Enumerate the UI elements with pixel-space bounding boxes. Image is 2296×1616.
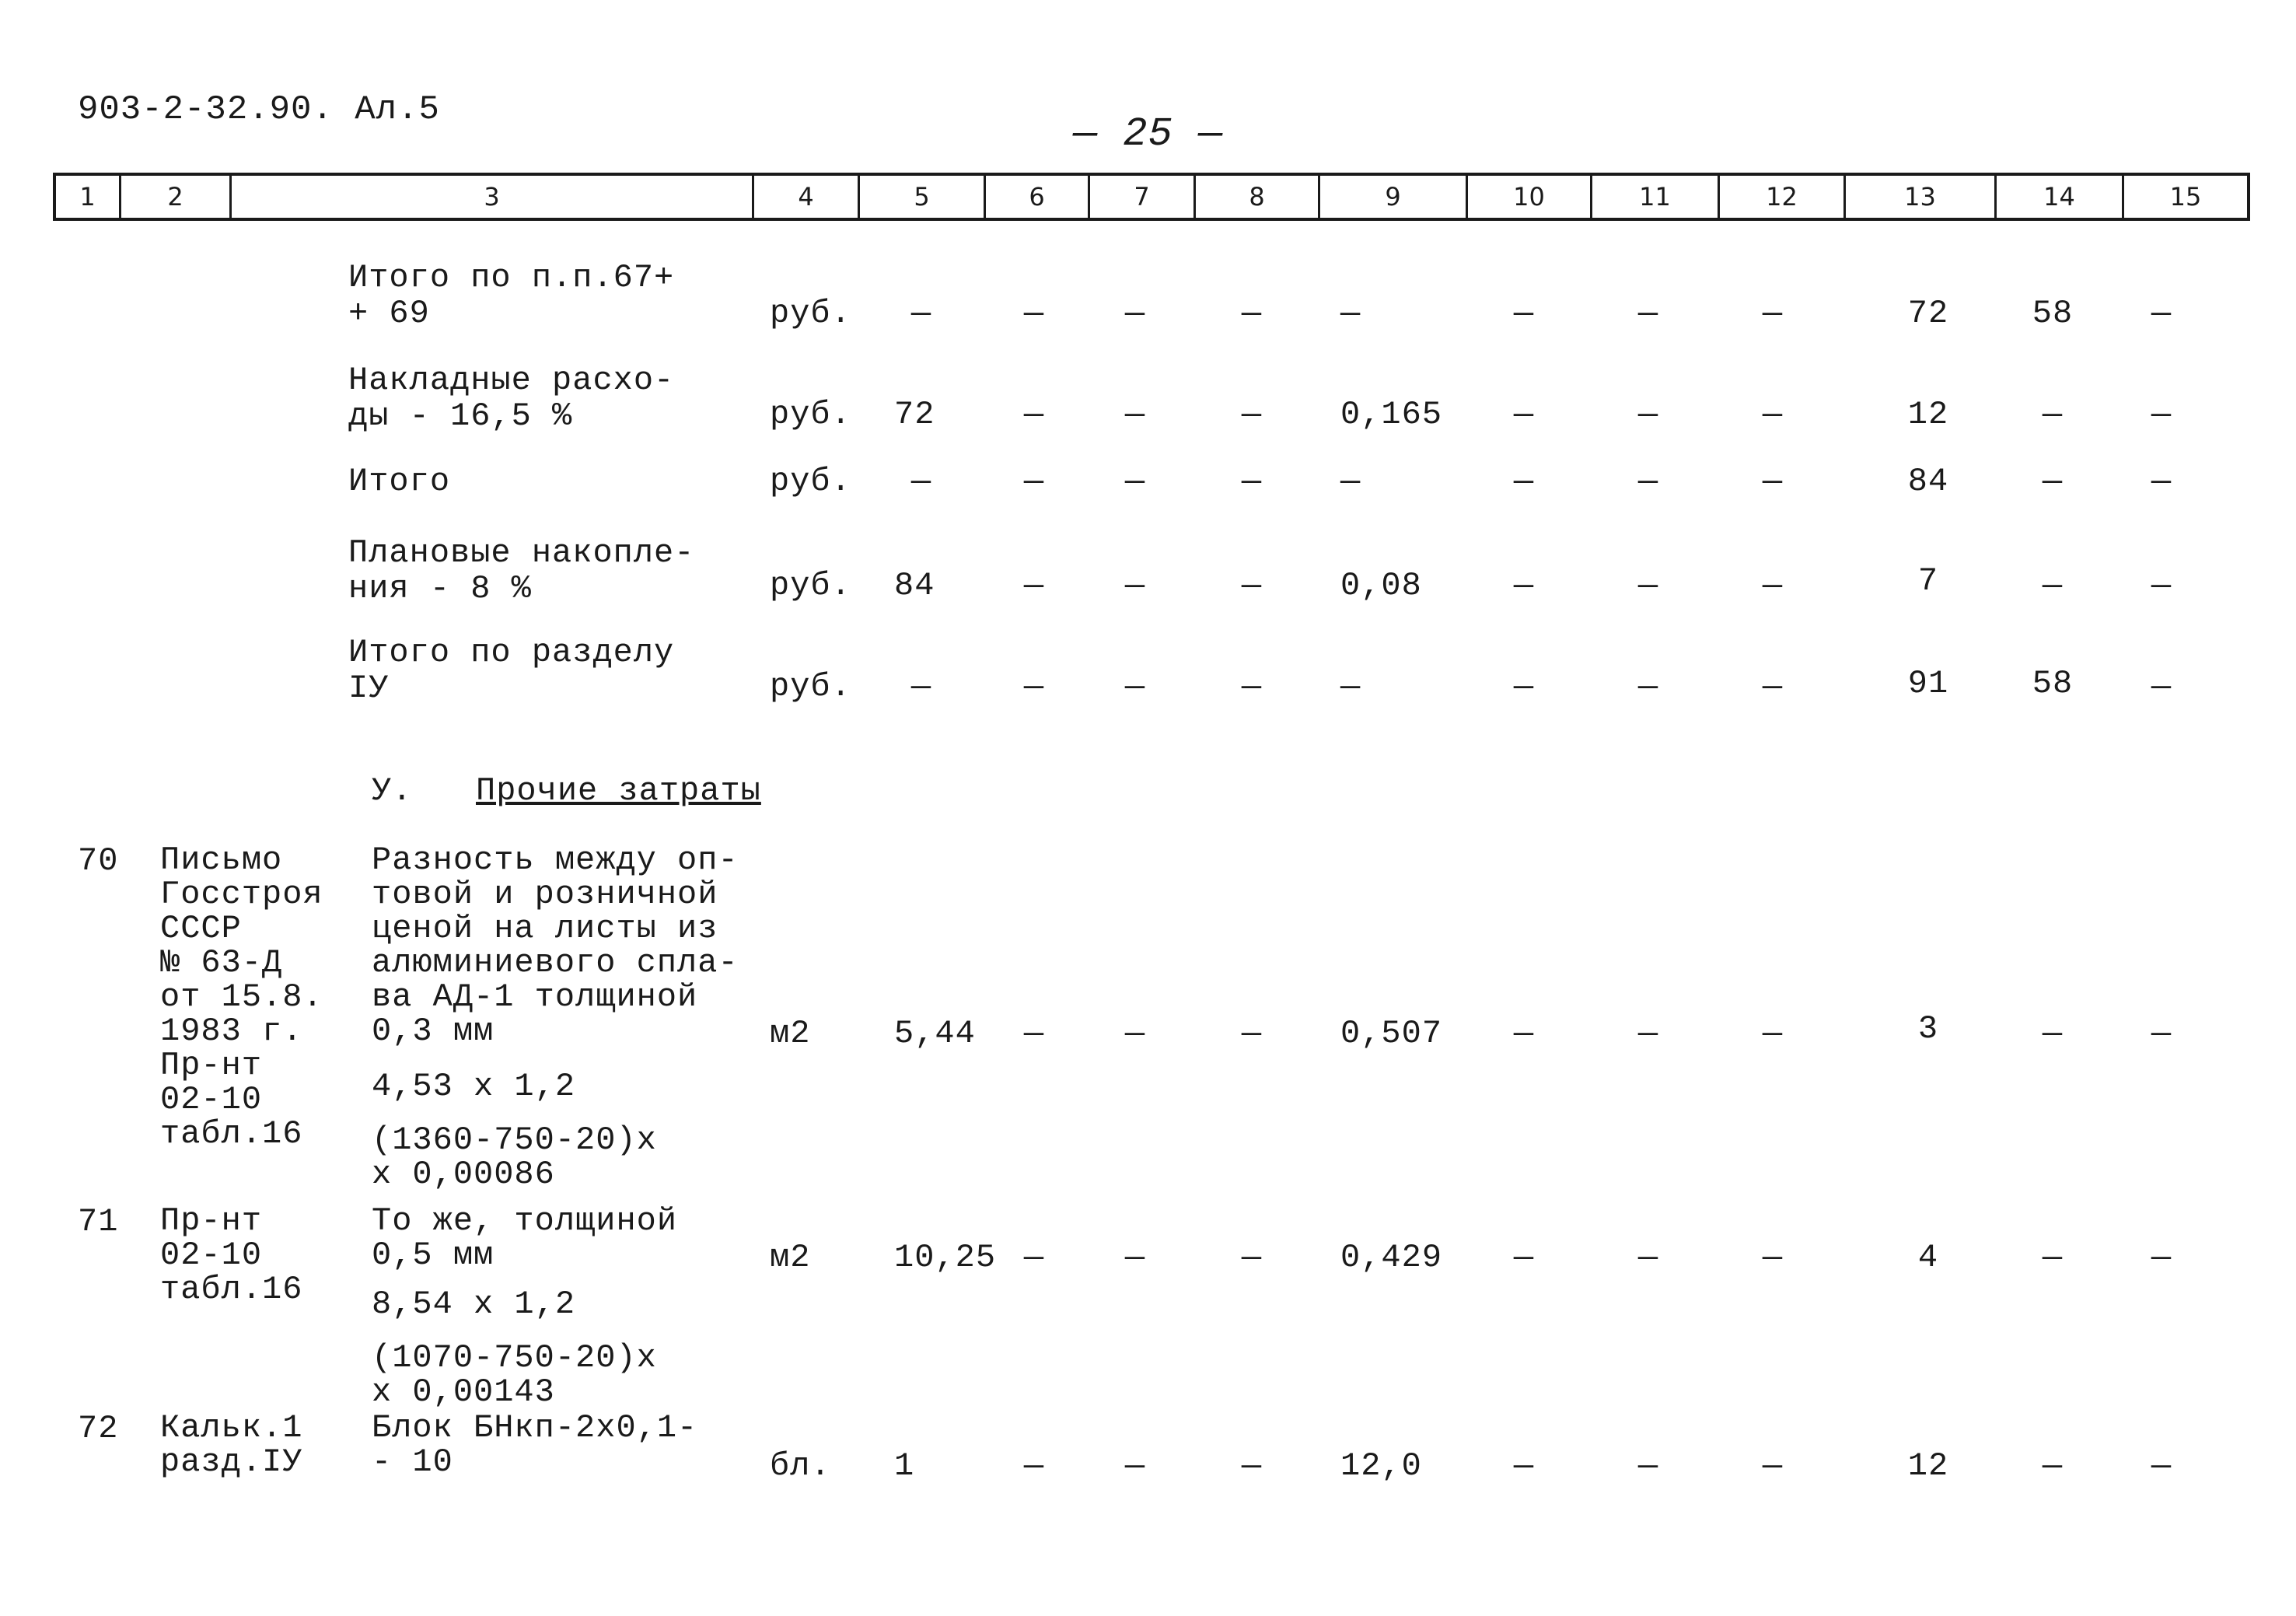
col-header-12: 12 (1720, 176, 1846, 218)
row-col14: 58 (2032, 295, 2074, 332)
row-unit: руб. (770, 295, 851, 332)
row-col8: — (1241, 567, 1263, 604)
col-header-2: 2 (121, 176, 232, 218)
row-col12: — (1762, 567, 1784, 604)
row-col8: — (1241, 668, 1263, 705)
row-col11: — (1637, 668, 1659, 705)
row-col11: — (1637, 567, 1659, 604)
row-col7: — (1124, 463, 1146, 500)
page-number: — 25 — (1073, 111, 1224, 157)
row-col8: — (1241, 463, 1263, 500)
row-col6: — (1023, 567, 1045, 604)
row-col9: — (1340, 463, 1361, 500)
item-col12: — (1762, 1447, 1784, 1485)
row-col15: — (2151, 567, 2172, 604)
row-col7: — (1124, 396, 1146, 433)
item-col14: — (2042, 1447, 2064, 1485)
item-col12: — (1762, 1239, 1784, 1276)
row-description: Накладные расхо- ды - 16,5 % (348, 362, 675, 435)
row-col5: — (910, 668, 932, 705)
item-col9: 12,0 (1340, 1447, 1422, 1485)
row-col9: 0,165 (1340, 396, 1443, 433)
item-col8: — (1241, 1015, 1263, 1052)
item-col10: — (1513, 1447, 1535, 1485)
item-col7: — (1124, 1239, 1146, 1276)
item-description: То же, толщиной 0,5 мм (372, 1202, 678, 1274)
row-col9: — (1340, 668, 1361, 705)
item-col14: — (2042, 1239, 2064, 1276)
item-col15: — (2151, 1015, 2172, 1052)
col-header-5: 5 (860, 176, 986, 218)
section-title: Прочие затраты (476, 772, 761, 810)
item-col5: 10,25 (894, 1239, 997, 1276)
col-header-10: 10 (1468, 176, 1592, 218)
row-col15: — (2151, 295, 2172, 332)
item-col8: — (1241, 1239, 1263, 1276)
item-description: Блок БНкп-2х0,1- - 10 (372, 1409, 698, 1481)
item-col6: — (1023, 1239, 1045, 1276)
row-unit: руб. (770, 396, 851, 433)
row-description: Плановые накопле- ния - 8 % (348, 534, 695, 607)
item-number: 71 (78, 1203, 119, 1240)
col-header-4: 4 (754, 176, 860, 218)
row-col13: 12 (1907, 396, 1949, 433)
row-description: Итого по разделу IУ (348, 634, 675, 707)
col-header-3: 3 (232, 176, 754, 218)
row-col14: — (2042, 463, 2064, 500)
document-code: 903-2-32.90. Ал.5 (78, 90, 440, 129)
row-col12: — (1762, 463, 1784, 500)
item-calc: 8,54 x 1,2 (372, 1285, 576, 1323)
item-col5: 1 (894, 1447, 915, 1485)
item-col14: — (2042, 1015, 2064, 1052)
item-col15: — (2151, 1239, 2172, 1276)
item-col13: 3 (1917, 1010, 1939, 1048)
item-col15: — (2151, 1447, 2172, 1485)
row-unit: руб. (770, 463, 851, 500)
row-col15: — (2151, 396, 2172, 433)
column-header-row (53, 173, 2250, 221)
row-col9: — (1340, 295, 1361, 332)
section-number: У. (372, 772, 413, 810)
item-col6: — (1023, 1447, 1045, 1485)
item-col6: — (1023, 1015, 1045, 1052)
row-col13: 72 (1907, 295, 1949, 332)
row-col7: — (1124, 567, 1146, 604)
row-col15: — (2151, 463, 2172, 500)
row-description: Итого по п.п.67+ + 69 (348, 259, 675, 332)
col-header-15: 15 (2169, 182, 2202, 212)
item-col9: 0,507 (1340, 1015, 1443, 1052)
item-col11: — (1637, 1015, 1659, 1052)
row-col7: — (1124, 295, 1146, 332)
row-col6: — (1023, 463, 1045, 500)
row-col8: — (1241, 396, 1263, 433)
col-header-1: 1 (56, 176, 121, 218)
item-col10: — (1513, 1015, 1535, 1052)
row-col13: 7 (1917, 562, 1939, 600)
row-col12: — (1762, 295, 1784, 332)
item-unit: м2 (770, 1239, 811, 1276)
row-col13: 84 (1907, 463, 1949, 500)
item-col11: — (1637, 1239, 1659, 1276)
row-col10: — (1513, 396, 1535, 433)
row-col12: — (1762, 396, 1784, 433)
row-col5: 84 (894, 567, 935, 604)
col-header-14: 14 (1997, 176, 2124, 218)
item-reference: Письмо Госстроя СССР № 63-Д от 15.8. 1983 г. Пр-нт 02-10 табл.16 (160, 841, 323, 1153)
row-unit: руб. (770, 668, 851, 705)
row-description: Итого (348, 463, 451, 500)
item-col7: — (1124, 1447, 1146, 1485)
item-calc: (1360-750-20)x x 0,00086 (372, 1121, 657, 1193)
row-col12: — (1762, 668, 1784, 705)
item-col5: 5,44 (894, 1015, 976, 1052)
row-col5: — (910, 295, 932, 332)
row-col14: — (2042, 567, 2064, 604)
col-header-6: 6 (986, 176, 1090, 218)
col-header-9: 9 (1320, 176, 1468, 218)
row-col11: — (1637, 463, 1659, 500)
row-col6: — (1023, 668, 1045, 705)
row-col10: — (1513, 668, 1535, 705)
col-header-13: 13 (1846, 176, 1997, 218)
row-col11: — (1637, 295, 1659, 332)
row-col5: 72 (894, 396, 935, 433)
item-col8: — (1241, 1447, 1263, 1485)
col-header-11: 11 (1592, 176, 1720, 218)
row-unit: руб. (770, 567, 851, 604)
item-col13: 4 (1917, 1239, 1939, 1276)
row-col15: — (2151, 668, 2172, 705)
col-header-8: 8 (1196, 176, 1320, 218)
item-calc: (1070-750-20)x x 0,00143 (372, 1339, 657, 1411)
item-number: 70 (78, 842, 119, 880)
row-col11: — (1637, 396, 1659, 433)
item-unit: бл. (770, 1447, 831, 1485)
col-header-7: 7 (1090, 176, 1196, 218)
item-description: Разность между оп- товой и розничной ценой на листы из алюминиевого спла- ва АД-1 толщиной 0,3 мм (372, 841, 739, 1050)
item-reference: Пр-нт 02-10 табл.16 (160, 1202, 303, 1308)
row-col14: — (2042, 396, 2064, 433)
item-reference: Кальк.1 разд.IУ (160, 1409, 303, 1481)
row-col10: — (1513, 567, 1535, 604)
item-number: 72 (78, 1410, 119, 1447)
item-col7: — (1124, 1015, 1146, 1052)
item-col11: — (1637, 1447, 1659, 1485)
item-unit: м2 (770, 1015, 811, 1052)
item-calc: 4,53 x 1,2 (372, 1068, 576, 1105)
row-col6: — (1023, 295, 1045, 332)
row-col13: 91 (1907, 665, 1949, 702)
row-col14: 58 (2032, 665, 2074, 702)
item-col9: 0,429 (1340, 1239, 1443, 1276)
row-col6: — (1023, 396, 1045, 433)
item-col12: — (1762, 1015, 1784, 1052)
row-col9: 0,08 (1340, 567, 1422, 604)
row-col5: — (910, 463, 932, 500)
item-col10: — (1513, 1239, 1535, 1276)
row-col8: — (1241, 295, 1263, 332)
row-col10: — (1513, 463, 1535, 500)
row-col7: — (1124, 668, 1146, 705)
row-col10: — (1513, 295, 1535, 332)
item-col13: 12 (1907, 1447, 1949, 1485)
